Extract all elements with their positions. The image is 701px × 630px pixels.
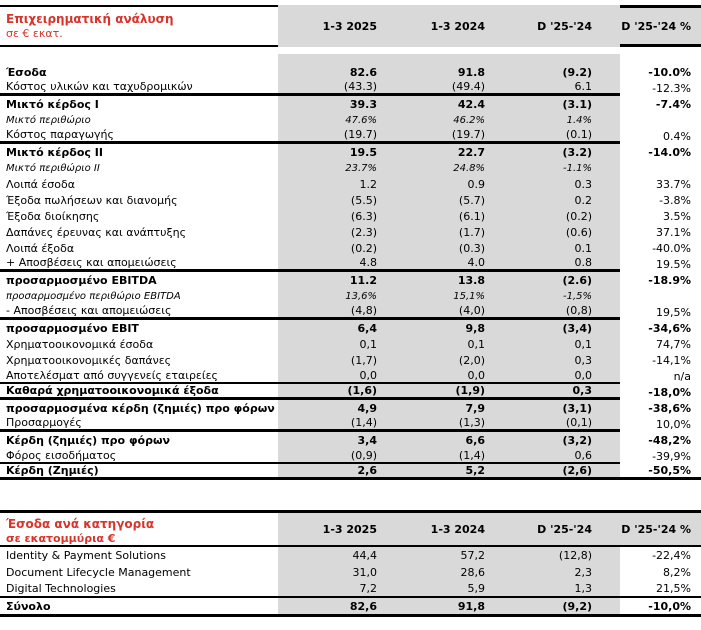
cell-value: 3,4 bbox=[278, 432, 385, 448]
cell-value: 8,2% bbox=[663, 566, 691, 579]
column-header-period-2025: 1-3 2025 bbox=[278, 5, 385, 47]
cell-value: 0,0 bbox=[385, 368, 493, 384]
table-subtitle: σε € εκατ. bbox=[6, 27, 63, 40]
cell-value: 47.6% bbox=[278, 112, 385, 128]
cell-value: 0,0 bbox=[278, 368, 385, 384]
row-label: προσαρμοσμένο περιθώριο EBITDA bbox=[6, 290, 181, 302]
cell-value: (0,8) bbox=[493, 304, 620, 320]
cell-value: 3.5% bbox=[663, 209, 691, 223]
business-analysis-header-row bbox=[0, 5, 701, 47]
cell-value: n/a bbox=[673, 369, 691, 383]
cell-value: 19.5 bbox=[278, 144, 385, 160]
cell-value: -18,0% bbox=[648, 385, 691, 399]
column-header-period-2024: 1-3 2024 bbox=[385, 5, 493, 47]
column-header-delta-pct: D '25-'24 % bbox=[620, 5, 701, 47]
cell-value: 22.7 bbox=[385, 144, 493, 160]
cell-value: 4.8 bbox=[278, 256, 385, 272]
row-label: Digital Technologies bbox=[0, 581, 278, 598]
cell-value: (0.1) bbox=[493, 128, 620, 144]
row-label: Μικτό περιθώριο II bbox=[6, 162, 100, 174]
spacer-cell bbox=[493, 54, 620, 64]
cell-value: (0.3) bbox=[385, 240, 493, 256]
cell-value: -18.9% bbox=[648, 273, 691, 287]
spacer-cell bbox=[385, 47, 493, 54]
table-row bbox=[0, 400, 701, 416]
table-row bbox=[0, 288, 701, 304]
row-label: Λοιπά έσοδα bbox=[6, 177, 75, 191]
table-title: Έσοδα ανά κατηγορία bbox=[6, 517, 155, 531]
cell-value: (9,2) bbox=[493, 598, 620, 617]
cell-value: 0.4% bbox=[663, 129, 691, 143]
cell-value: 0,6 bbox=[493, 448, 620, 464]
cell-value: -22,4% bbox=[652, 549, 691, 562]
cell-value: -34,6% bbox=[648, 321, 691, 335]
spacer-cell bbox=[278, 47, 385, 54]
cell-value: (19.7) bbox=[385, 128, 493, 144]
cell-value: -50,5% bbox=[620, 464, 701, 480]
cell-value: 1.4% bbox=[493, 112, 620, 128]
row-label: Φόρος εισοδήματος bbox=[0, 448, 278, 464]
cell-value: 0,3 bbox=[493, 384, 620, 400]
cell-value: (2,0) bbox=[385, 352, 493, 368]
cell-value: 82.6 bbox=[278, 64, 385, 80]
table-title-cell bbox=[0, 513, 278, 547]
spacer-cell bbox=[620, 54, 701, 64]
cell-value: 2,6 bbox=[278, 464, 385, 480]
row-label: Μικτό περιθώριο bbox=[6, 114, 91, 126]
table-row bbox=[0, 176, 701, 192]
table-subtitle: σε εκατομμύρια € bbox=[6, 532, 116, 545]
cell-value: (6.3) bbox=[278, 208, 385, 224]
table-row bbox=[0, 272, 701, 288]
cell-value: 91.8 bbox=[385, 64, 493, 80]
row-label: προσαρμοσμένο EBITDA bbox=[6, 273, 157, 287]
row-label: Καθαρά χρηματοοικονομικά έξοδα bbox=[0, 384, 278, 400]
cell-value: 0.3 bbox=[493, 176, 620, 192]
blank-shaded-row bbox=[0, 54, 701, 64]
column-header-delta-pct: D '25-'24 % bbox=[620, 513, 701, 547]
row-label: Αποτελέσματ από συγγενείς εταιρείες bbox=[0, 368, 278, 384]
table-row bbox=[0, 547, 701, 564]
table-title-cell bbox=[0, 5, 278, 47]
cell-value: 39.3 bbox=[278, 96, 385, 112]
cell-value: (3,4) bbox=[493, 320, 620, 336]
table-row bbox=[0, 598, 701, 617]
cell-value bbox=[620, 160, 701, 176]
cell-value: -12.3% bbox=[652, 81, 691, 95]
table-row bbox=[0, 564, 701, 581]
table-row bbox=[0, 208, 701, 224]
business-analysis-rows bbox=[0, 64, 701, 480]
cell-value: (43.3) bbox=[278, 80, 385, 96]
cell-value: 82,6 bbox=[278, 598, 385, 617]
cell-value: 4.0 bbox=[385, 256, 493, 272]
cell-value bbox=[620, 112, 701, 128]
cell-value: 2,3 bbox=[493, 564, 620, 581]
cell-value: (3,2) bbox=[493, 432, 620, 448]
cell-value: 19,5% bbox=[656, 305, 691, 319]
cell-value: 0,3 bbox=[493, 352, 620, 368]
cell-value: (5.7) bbox=[385, 192, 493, 208]
cell-value: (1,4) bbox=[278, 416, 385, 432]
row-label: Σύνολο bbox=[0, 598, 278, 617]
cell-value: (3,1) bbox=[493, 400, 620, 416]
table-row bbox=[0, 240, 701, 256]
table-row bbox=[0, 144, 701, 160]
cell-value: -14,1% bbox=[652, 353, 691, 367]
cell-value: 4,9 bbox=[278, 400, 385, 416]
table-row bbox=[0, 96, 701, 112]
cell-value: -10,0% bbox=[620, 598, 701, 617]
cell-value: 0.1 bbox=[493, 240, 620, 256]
cell-value: 0,1 bbox=[385, 336, 493, 352]
table-row bbox=[0, 256, 701, 272]
table-row bbox=[0, 320, 701, 336]
cell-value: 7,9 bbox=[385, 400, 493, 416]
cell-value: 0,0 bbox=[493, 368, 620, 384]
table-row bbox=[0, 160, 701, 176]
cell-value: (0,1) bbox=[493, 416, 620, 432]
row-label: Μικτό κέρδος I bbox=[6, 97, 99, 111]
cell-value: -3.8% bbox=[659, 193, 691, 207]
cell-value: -7.4% bbox=[655, 97, 691, 111]
cell-value: (0.2) bbox=[278, 240, 385, 256]
row-label: Κέρδη (Ζημιές) bbox=[0, 464, 278, 480]
row-label: Κόστος υλικών και ταχυδρομικών bbox=[0, 80, 278, 96]
cell-value: 0.9 bbox=[385, 176, 493, 192]
cell-value: 9,8 bbox=[385, 320, 493, 336]
table-row bbox=[0, 581, 701, 598]
table-row bbox=[0, 304, 701, 320]
table-row bbox=[0, 368, 701, 384]
cell-value: -40.0% bbox=[652, 241, 691, 255]
cell-value: 15,1% bbox=[385, 288, 493, 304]
cell-value: (1,6) bbox=[278, 384, 385, 400]
cell-value: (0.2) bbox=[493, 208, 620, 224]
cell-value: -14.0% bbox=[648, 145, 691, 159]
row-label: Έσοδα bbox=[6, 65, 47, 79]
spacer-cell bbox=[620, 47, 701, 54]
table-row bbox=[0, 128, 701, 144]
row-label: Κόστος παραγωγής bbox=[0, 128, 278, 144]
business-analysis-table bbox=[0, 5, 701, 480]
column-header-delta: D '25-'24 bbox=[493, 5, 620, 47]
cell-value: -10.0% bbox=[648, 65, 691, 79]
cell-value: (1,7) bbox=[278, 352, 385, 368]
cell-value: 74,7% bbox=[656, 337, 691, 351]
cell-value: 5,9 bbox=[385, 581, 493, 598]
table-row bbox=[0, 192, 701, 208]
cell-value: (1,3) bbox=[385, 416, 493, 432]
row-label: προσαρμοσμένα κέρδη (ζημιές) προ φόρων bbox=[6, 401, 275, 415]
spacer-cell bbox=[0, 47, 278, 54]
row-label: Χρηματοοικονομικές δαπάνες bbox=[6, 353, 172, 367]
cell-value: 13.8 bbox=[385, 272, 493, 288]
cell-value: 6,4 bbox=[278, 320, 385, 336]
row-label: Δαπάνες έρευνας και ανάπτυξης bbox=[6, 225, 187, 239]
cell-value: 19.5% bbox=[656, 257, 691, 271]
row-label: Έξοδα πωλήσεων και διανομής bbox=[6, 193, 178, 207]
cell-value: 23.7% bbox=[278, 160, 385, 176]
cell-value: 33.7% bbox=[656, 177, 691, 191]
cell-value: (5.5) bbox=[278, 192, 385, 208]
cell-value bbox=[620, 288, 701, 304]
cell-value: 1.2 bbox=[278, 176, 385, 192]
row-label: Μικτό κέρδος II bbox=[6, 145, 103, 159]
table-row bbox=[0, 80, 701, 96]
spacer-cell bbox=[0, 54, 278, 64]
cell-value: 0.8 bbox=[493, 256, 620, 272]
cell-value: 5,2 bbox=[385, 464, 493, 480]
row-label: Λοιπά έξοδα bbox=[6, 241, 75, 255]
cell-value: -38,6% bbox=[648, 401, 691, 415]
revenue-by-category-table bbox=[0, 510, 701, 617]
cell-value: (2.6) bbox=[493, 272, 620, 288]
row-label: Προσαρμογές bbox=[0, 416, 278, 432]
row-label: Document Lifecycle Management bbox=[6, 566, 191, 579]
cell-value: 10,0% bbox=[656, 417, 691, 431]
cell-value: -48,2% bbox=[648, 433, 691, 447]
cell-value: 44,4 bbox=[278, 547, 385, 564]
row-label: Έξοδα διοίκησης bbox=[6, 209, 100, 223]
cell-value: 0,1 bbox=[493, 336, 620, 352]
cell-value: -39,9% bbox=[652, 449, 691, 463]
cell-value: 57,2 bbox=[385, 547, 493, 564]
row-label: προσαρμοσμένο EBIT bbox=[6, 321, 139, 335]
column-header-period-2024: 1-3 2024 bbox=[385, 513, 493, 547]
cell-value: (2.3) bbox=[278, 224, 385, 240]
table-row bbox=[0, 336, 701, 352]
cell-value: (4,0) bbox=[385, 304, 493, 320]
row-label: Identity & Payment Solutions bbox=[6, 549, 166, 562]
cell-value: (1.7) bbox=[385, 224, 493, 240]
table-row bbox=[0, 432, 701, 448]
cell-value: 28,6 bbox=[385, 564, 493, 581]
table-title: Επιχειρηματική ανάλυση bbox=[6, 12, 174, 26]
table-row bbox=[0, 64, 701, 80]
table-row bbox=[0, 224, 701, 240]
table-row bbox=[0, 112, 701, 128]
cell-value: 91,8 bbox=[385, 598, 493, 617]
revenue-header-row bbox=[0, 510, 701, 547]
cell-value: (3.2) bbox=[493, 144, 620, 160]
cell-value: (4,8) bbox=[278, 304, 385, 320]
cell-value: (1,4) bbox=[385, 448, 493, 464]
table-row bbox=[0, 352, 701, 368]
cell-value: (0.6) bbox=[493, 224, 620, 240]
row-label: - Αποσβέσεις και απομειώσεις bbox=[0, 304, 278, 320]
cell-value: 0.2 bbox=[493, 192, 620, 208]
table-row bbox=[0, 448, 701, 464]
cell-value: -1,5% bbox=[493, 288, 620, 304]
cell-value: 7,2 bbox=[278, 581, 385, 598]
cell-value: (9.2) bbox=[493, 64, 620, 80]
cell-value: 42.4 bbox=[385, 96, 493, 112]
row-label: Κέρδη (ζημιές) προ φόρων bbox=[6, 433, 171, 447]
cell-value: 31,0 bbox=[278, 564, 385, 581]
table-row bbox=[0, 464, 701, 480]
cell-value: 46.2% bbox=[385, 112, 493, 128]
revenue-by-category-rows bbox=[0, 547, 701, 617]
cell-value: (6.1) bbox=[385, 208, 493, 224]
cell-value: (1,9) bbox=[385, 384, 493, 400]
cell-value: (19.7) bbox=[278, 128, 385, 144]
cell-value: (2,6) bbox=[493, 464, 620, 480]
cell-value: (49.4) bbox=[385, 80, 493, 96]
cell-value: (3.1) bbox=[493, 96, 620, 112]
spacer-cell bbox=[493, 47, 620, 54]
cell-value: (0,9) bbox=[278, 448, 385, 464]
cell-value: 1,3 bbox=[493, 581, 620, 598]
table-row bbox=[0, 384, 701, 400]
spacer-cell bbox=[278, 54, 385, 64]
cell-value: (12,8) bbox=[493, 547, 620, 564]
cell-value: 24.8% bbox=[385, 160, 493, 176]
cell-value: 6.1 bbox=[493, 80, 620, 96]
table-row bbox=[0, 416, 701, 432]
header-gap-row bbox=[0, 47, 701, 54]
cell-value: 21,5% bbox=[620, 581, 701, 598]
cell-value: 37.1% bbox=[656, 225, 691, 239]
row-label: + Αποσβέσεις και απομειώσεις bbox=[0, 256, 278, 272]
spacer-cell bbox=[385, 54, 493, 64]
column-header-period-2025: 1-3 2025 bbox=[278, 513, 385, 547]
cell-value: 11.2 bbox=[278, 272, 385, 288]
cell-value: 6,6 bbox=[385, 432, 493, 448]
cell-value: 0,1 bbox=[278, 336, 385, 352]
column-header-delta: D '25-'24 bbox=[493, 513, 620, 547]
cell-value: -1.1% bbox=[493, 160, 620, 176]
cell-value: 13,6% bbox=[278, 288, 385, 304]
row-label: Χρηματοοικονομικά έσοδα bbox=[6, 337, 154, 351]
